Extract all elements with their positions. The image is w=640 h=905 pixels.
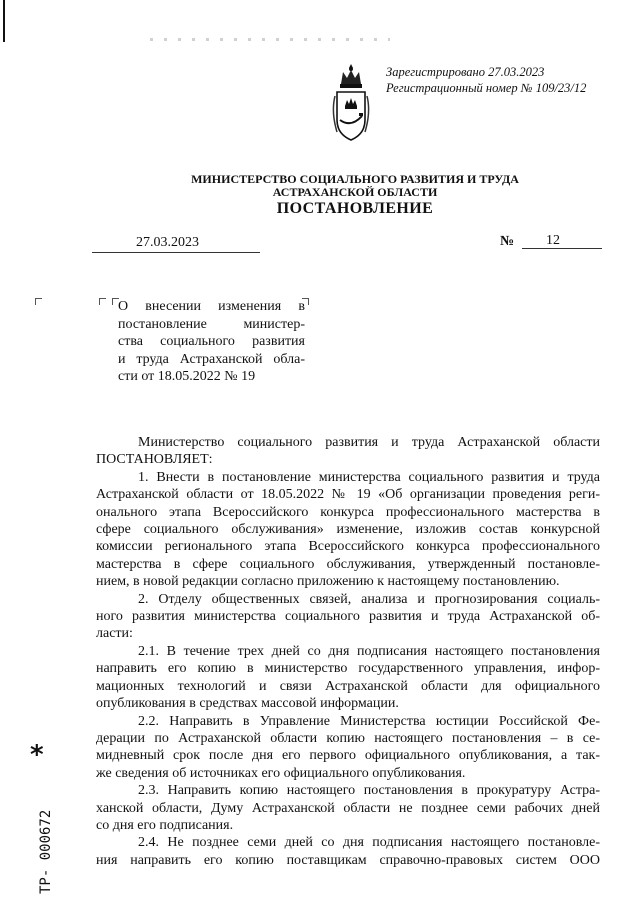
body-line: сфере социального обслуживания» изменение, изложив состав конкурсной	[96, 522, 600, 538]
body-line: ния направить его копию поставщикам справочно-правовых систем ООО	[96, 852, 600, 868]
body-line: дерации по Астраханской области копию настоящего постановления – в се-	[96, 730, 600, 746]
body-line: 2.3. Направить копию настоящего постановления в прокуратуру Астра-	[138, 783, 600, 799]
astrakhan-coat-of-arms-icon	[329, 62, 373, 144]
body-line: онального этапа Всероссийского конкурса профессионального мастерства в	[96, 504, 600, 520]
body-line: 1. Внести в постановление министерства социального развития и труда	[138, 469, 600, 485]
body-line: 2.1. В течение трех дней со дня подписания настоящего постановления	[138, 643, 600, 659]
body-line: Министерство социального развития и труда Астраханской области	[138, 435, 600, 450]
margin-asterisk: *	[30, 740, 44, 770]
document-type-title: ПОСТАНОВЛЕНИЕ	[276, 200, 434, 217]
body-line: комиссии регионального этапа Всероссийского конкурса профессионального	[96, 539, 600, 555]
body-line: мастерства в сфере социального обслуживания, утвержденный постановле-	[96, 556, 600, 572]
subject-line: постановление министер-	[118, 316, 305, 332]
document-body	[96, 434, 600, 869]
registration-number: Регистрационный номер № 109/23/12	[386, 81, 587, 95]
body-line: 2.4. Не позднее семи дней со дня подписания настоящего постановле-	[138, 835, 600, 851]
body-line: мационных технологий и связи Астраханской области для официального	[96, 678, 600, 694]
subject-line: ства социального развития	[118, 334, 305, 349]
registration-stamp	[386, 64, 586, 96]
body-line: мидневный срок после дня его первого официального опубликования, а так-	[96, 748, 600, 764]
body-line: ласти:	[96, 626, 133, 642]
corner-mark	[99, 298, 106, 305]
body-line: 2.2. Направить в Управление Министерства юстиции Российской Фе-	[138, 713, 600, 729]
ministry-name-line1: МИНИСТЕРСТВО СОЦИАЛЬНОГО РАЗВИТИЯ И ТРУДА	[191, 172, 519, 186]
body-line: со дня его подписания.	[96, 817, 234, 833]
body-line: Астраханской области от 18.05.2022 № 19 «Об организации проведения реги-	[96, 487, 600, 503]
scan-edge-line	[3, 0, 5, 42]
body-line: нием, в новой редакции согласно приложению к настоящему постановлению.	[96, 574, 560, 590]
scan-noise	[150, 38, 390, 41]
ministry-name-line2: АСТРАХАНСКОЙ ОБЛАСТИ	[272, 185, 438, 199]
body-line: опубликования в средствах массовой информации.	[96, 696, 399, 712]
registration-date: Зарегистрировано 27.03.2023	[386, 65, 545, 79]
margin-registry-code: ТР- 000672	[38, 809, 54, 894]
subject-line: сти от 18.05.2022 № 19	[118, 369, 256, 384]
body-line: 2. Отделу общественных связей, анализа и прогнозирования социаль-	[138, 591, 600, 607]
date-underline	[92, 252, 260, 253]
body-line: направить его копию в министерство государственного управления, инфор-	[96, 661, 600, 677]
document-number: 12	[546, 233, 560, 248]
body-line: ного развития министерства социального развития и труда Астраханской об-	[96, 609, 600, 625]
subject-line: О внесении изменения в	[118, 299, 305, 314]
document-subject	[118, 298, 305, 386]
number-underline	[522, 248, 602, 249]
body-line: ПОСТАНОВЛЯЕТ:	[96, 452, 213, 468]
number-sign: №	[500, 234, 515, 249]
document-date: 27.03.2023	[136, 235, 199, 250]
body-line: ханской области, Думу Астраханской области не позднее семи рабочих дней	[96, 800, 600, 816]
corner-mark	[35, 298, 42, 305]
body-line: же сведения об источниках его официального опубликования.	[96, 765, 466, 781]
subject-line: и труда Астраханской обла-	[118, 351, 305, 367]
